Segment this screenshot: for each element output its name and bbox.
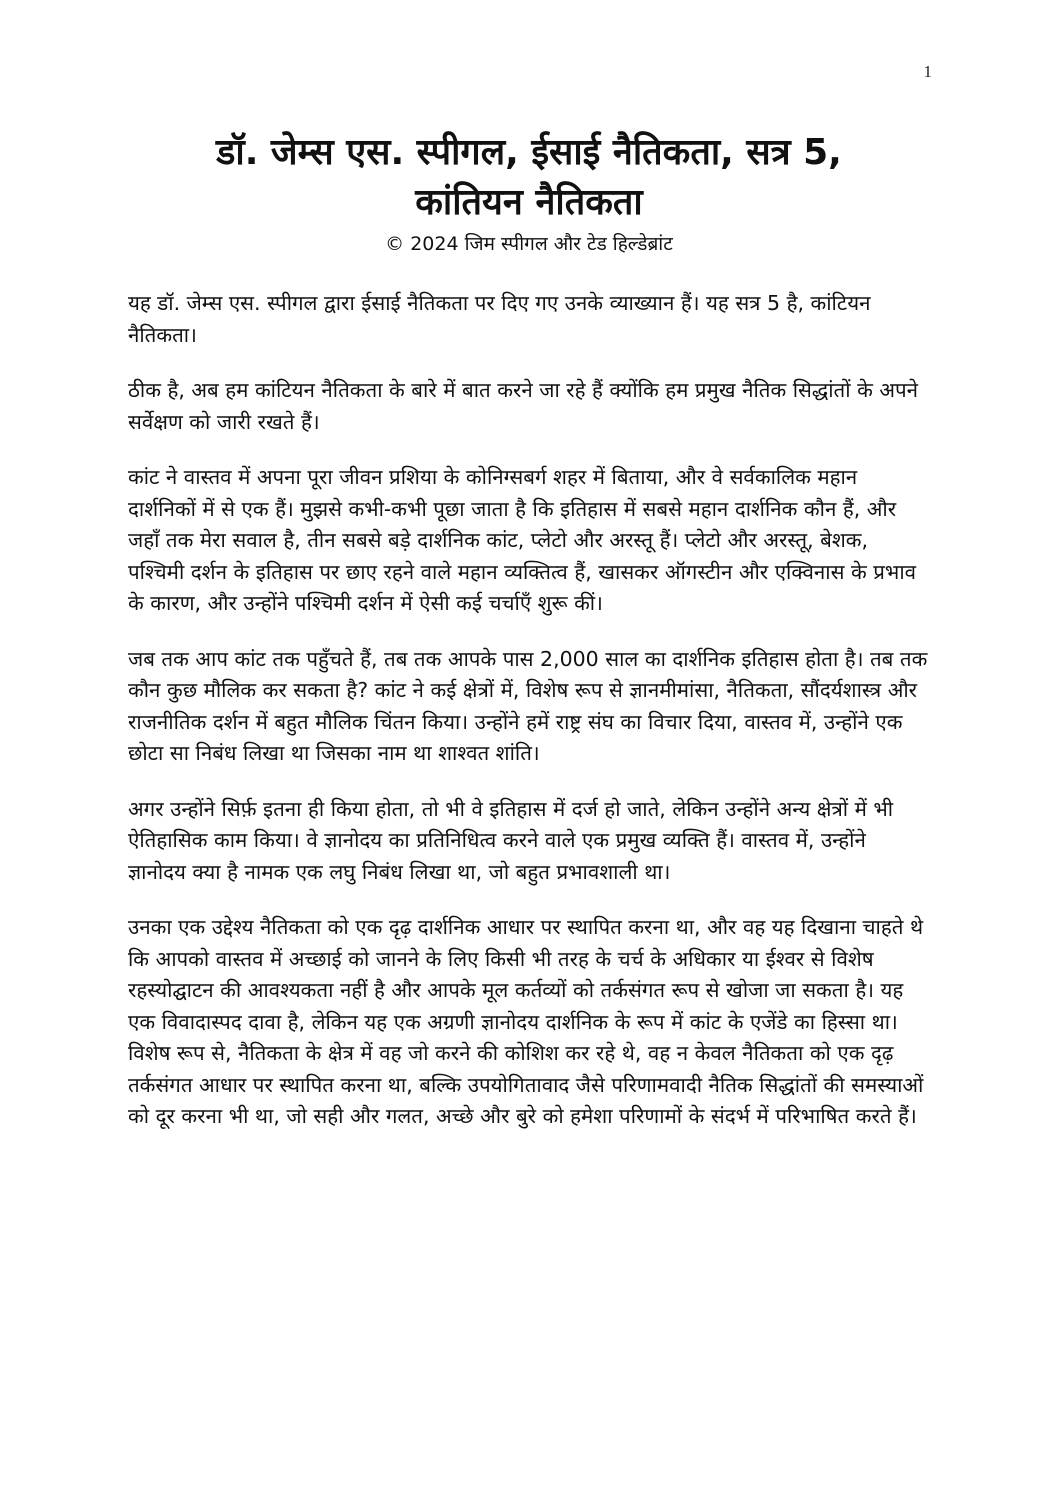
paragraph-aim: उनका एक उद्देश्य नैतिकता को एक दृढ़ दार्शनिक आधार पर स्थापित करना था, और वह यह दिखाना चाहते थे कि आपको वास्तव में अच्छाई को जानने के लिए किसी भी तरह के चर्च के अधिकार या ईश्वर से विशेष रहस्योद्घाटन की आवश्यकता नहीं है और आपके मूल कर्तव्यों को तर्कसंगत रूप से खोजा जा सकता है। यह एक विवादास्पद दावा है, लेकिन यह एक अग्रणी ज्ञानोदय दार्शनिक के रूप में कांट के एजेंडे का हिस्सा था। विशेष रूप से, नैतिकता के क्षेत्र में वह जो करने की कोशिश कर रहे थे, वह न केवल नैतिकता को एक दृढ़ तर्कसंगत आधार पर स्थापित करना था, बल्कि उपयोगितावाद जैसे परिणामवादी नैतिक सिद्धांतों की समस्याओं को दूर करना भी था, जो सही और गलत, अच्छे और बुरे को हमेशा परिणामों के संदर्भ में परिभाषित करते हैं। [128, 915, 924, 1128]
paragraph-enlightenment: अगर उन्होंने सिर्फ़ इतना ही किया होता, तो भी वे इतिहास में दर्ज हो जाते, लेकिन उन्होंने अन्य क्षेत्रों में भी ऐतिहासिक काम किया। वे ज्ञानोदय का प्रतिनिधित्व करने वाले एक प्रमुख व्यक्ति हैं। वास्तव में, उन्होंने ज्ञानोदय क्या है नामक एक लघु निबंध लिखा था, जो बहुत प्रभावशाली था। [128, 796, 894, 884]
paragraph-survey: ठीक है, अब हम कांटियन नैतिकता के बारे में बात करने जा रहे हैं क्योंकि हम प्रमुख नैतिक सिद्धांतों के अपने सर्वेक्षण को जारी रखते हैं। [128, 378, 919, 434]
paragraph-intro: यह डॉ. जेम्स एस. स्पीगल द्वारा ईसाई नैतिकता पर दिए गए उनके व्याख्यान हैं। यह सत्र 5 है, कांटियन नैतिकता। [128, 291, 871, 347]
document-title [130, 128, 928, 228]
page-number: 1 [923, 62, 932, 81]
paragraph-kant-life: कांट ने वास्तव में अपना पूरा जीवन प्रशिया के कोनिग्सबर्ग शहर में बिताया, और वे सर्वकालिक महान दार्शनिकों में से एक हैं। मुझसे कभी-कभी पूछा जाता है कि इतिहास में सबसे महान दार्शनिक कौन हैं, और जहाँ तक मेरा सवाल है, तीन सबसे बड़े दार्शनिक कांट, प्लेटो और अरस्तू हैं। प्लेटो और अरस्तू, बेशक, पश्चिमी दर्शन के इतिहास पर छाए रहने वाले महान व्यक्तित्व हैं, खासकर ऑगस्टीन और एक्विनास के प्रभाव के कारण, और उन्होंने पश्चिमी दर्शन में ऐसी कई चर्चाएँ शुरू कीं। [128, 465, 917, 615]
document-body [128, 288, 928, 1157]
title-line-2: कांतियन नैतिकता [415, 182, 643, 223]
paragraph-originality: जब तक आप कांट तक पहुँचते हैं, तब तक आपके पास 2,000 साल का दार्शनिक इतिहास होता है। तब तक कौन कुछ मौलिक कर सकता है? कांट ने कई क्षेत्रों में, विशेष रूप से ज्ञानमीमांसा, नैतिकता, सौंदर्यशास्त्र और राजनीतिक दर्शन में बहुत मौलिक चिंतन किया। उन्होंने हमें राष्ट्र संघ का विचार दिया, वास्तव में, उन्होंने एक छोटा सा निबंध लिखा था जिसका नाम था शाश्वत शांति। [128, 646, 928, 765]
copyright-line: © 2024 जिम स्पीगल और टेड हिल्डेब्रांट [385, 233, 673, 255]
title-line-1: डॉ. जेम्स एस. स्पीगल, ईसाई नैतिकता, सत्र 5, [216, 132, 842, 173]
